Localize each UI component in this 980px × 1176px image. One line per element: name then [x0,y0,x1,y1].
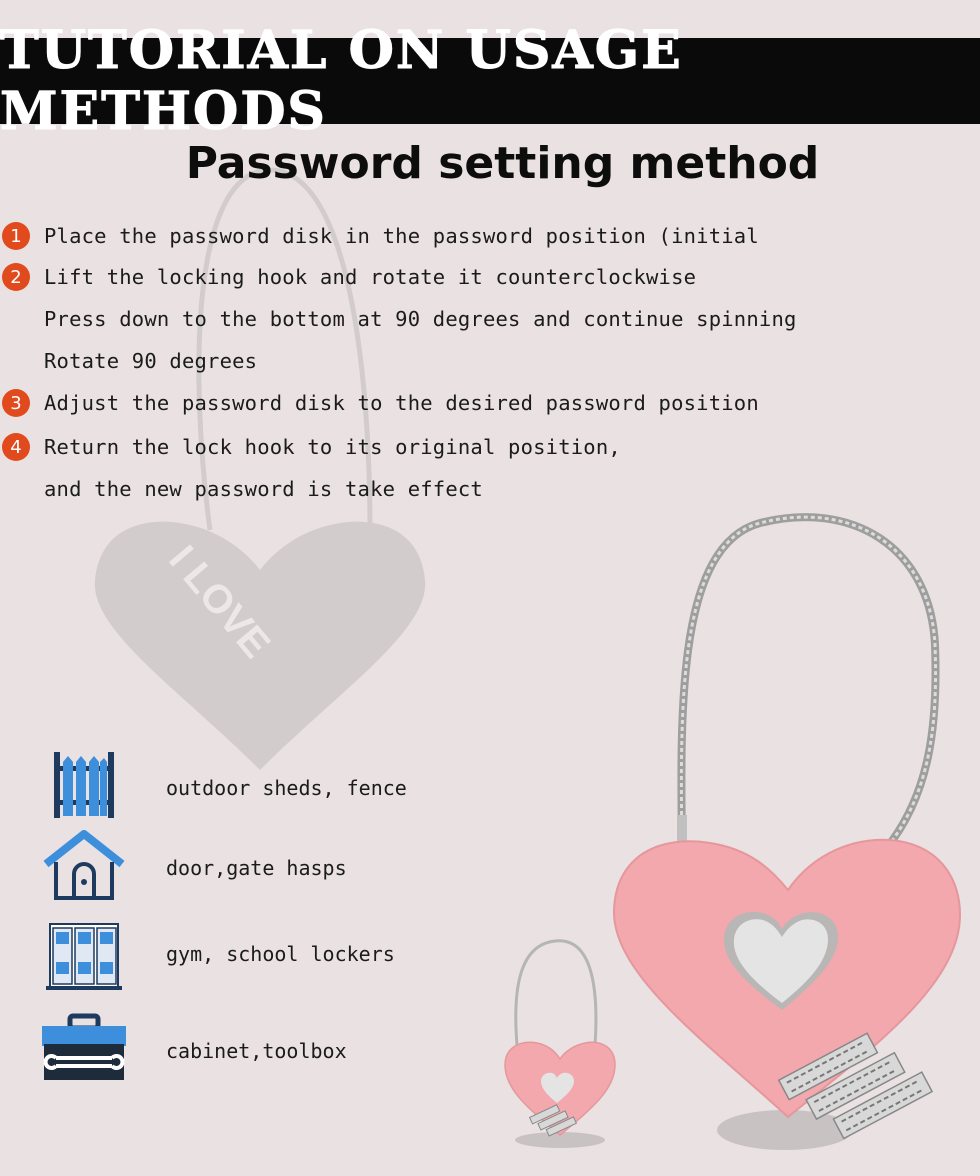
heart-padlock-large [600,505,970,1155]
background-lock-text: I LOVE [160,537,279,667]
lockers-icon [40,920,128,990]
step-2-line-3: Rotate 90 degrees [44,349,258,373]
fence-icon [40,750,128,820]
step-2-line-1: Lift the locking hook and rotate it counterclockwise [44,265,697,289]
step-2-badge: 2 [2,263,30,291]
banner-title: TUTORIAL ON USAGE METHODS [0,20,683,142]
step-3-line-1: Adjust the password disk to the desired password position [44,391,759,415]
use-case-door-label: door,gate hasps [166,856,347,880]
toolbox-icon [40,1012,128,1082]
use-case-toolbox-label: cabinet,toolbox [166,1039,347,1063]
step-2-line-2: Press down to the bottom at 90 degrees and continue spinning [44,307,797,331]
step-4-badge: 4 [2,433,30,461]
step-4-line-2: and the new password is take effect [44,477,483,501]
use-case-lockers-label: gym, school lockers [166,942,395,966]
step-3-badge: 3 [2,389,30,417]
title-banner [0,20,980,142]
step-1-badge: 1 [2,222,30,250]
section-title: Password setting method [185,138,820,189]
step-4-line-1: Return the lock hook to its original position, [44,435,621,459]
heart-padlock-small [495,935,625,1155]
step-1-line-1: Place the password disk in the password position (initial [44,224,759,248]
use-case-fence-label: outdoor sheds, fence [166,776,407,800]
house-icon [40,830,128,900]
